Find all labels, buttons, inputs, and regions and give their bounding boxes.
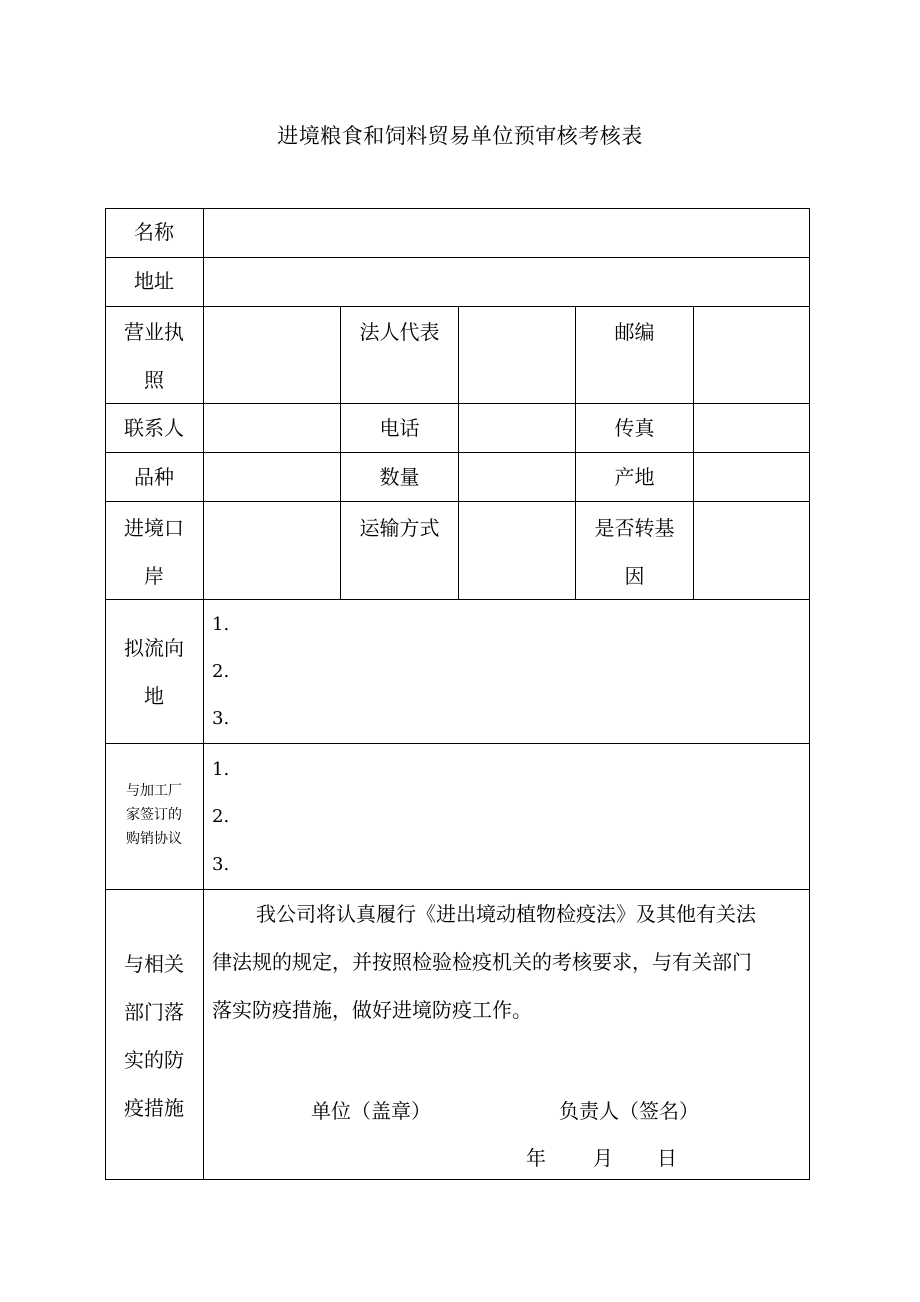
agreement-item: 2. [212,806,230,827]
label-genetically-modified [576,502,693,599]
label-prevention-measures-line4: 疫措施 [124,1096,184,1120]
value-origin[interactable] [694,453,809,501]
row-divider [105,743,810,744]
date-day-label: 日 [657,1146,677,1170]
commitment-line: 落实防疫措施，做好进境防疫工作。 [212,998,532,1022]
label-prevention-measures [105,940,203,1132]
label-postcode: 邮编 [614,320,655,344]
label-phone: 电话 [379,416,420,440]
label-entry-port [105,502,203,599]
label-prevention-measures-line2: 部门落 [124,1000,184,1024]
label-business-license-line2: 照 [144,368,164,392]
value-quantity[interactable] [459,453,575,501]
label-transport-mode: 运输方式 [359,516,440,540]
value-postcode[interactable] [694,306,809,403]
label-business-license [105,306,203,403]
label-legal-representative: 法人代表 [359,320,440,344]
label-genetically-modified-line1: 是否转基 [594,516,675,540]
label-intended-destination-line2: 地 [144,684,164,708]
commitment-statement [212,890,810,1034]
value-address[interactable] [204,257,809,306]
value-transport-mode[interactable] [459,502,575,599]
label-quantity: 数量 [379,465,420,489]
value-genetically-modified[interactable] [694,502,809,599]
date-year-label: 年 [526,1146,546,1170]
label-address: 地址 [134,269,174,293]
label-intended-destination [105,624,203,720]
table-border-right [809,208,810,1180]
label-purchase-agreement-line1: 与加工厂 [126,783,182,799]
label-variety: 品种 [134,465,174,489]
form-title: 进境粮食和饲料贸易单位预审核考核表 [277,124,643,148]
label-name: 名称 [134,220,174,244]
label-prevention-measures-line3: 实的防 [124,1048,184,1072]
unit-seal-label: 单位（盖章） [311,1099,431,1123]
label-genetically-modified-line2: 因 [624,564,645,588]
label-fax: 传真 [614,416,655,440]
label-intended-destination-line1: 拟流向 [124,636,184,660]
label-purchase-agreement [105,779,203,859]
value-fax[interactable] [694,404,809,452]
destination-item: 3. [212,708,230,729]
row-divider [105,599,810,600]
label-purchase-agreement-line2: 家签订的 [126,807,182,823]
value-phone[interactable] [459,404,575,452]
label-origin: 产地 [614,465,655,489]
label-entry-port-line2: 岸 [144,564,164,588]
agreement-item: 3. [212,854,230,875]
label-entry-port-line1: 进境口 [124,516,184,540]
date-month-label: 月 [593,1146,613,1170]
label-purchase-agreement-line3: 购销协议 [126,831,182,847]
value-variety[interactable] [204,453,340,501]
commitment-line: 我公司将认真履行《进出境动植物检疫法》及其他有关法 [256,902,756,926]
destination-item: 1. [212,614,230,635]
value-business-license[interactable] [204,306,340,403]
value-legal-representative[interactable] [459,306,575,403]
table-border-bottom [105,1179,810,1180]
commitment-line: 律法规的规定，并按照检验检疫机关的考核要求，与有关部门 [212,950,752,974]
value-contact-person[interactable] [204,404,340,452]
responsible-person-label: 负责人（签名） [559,1099,699,1123]
label-business-license-line1: 营业执 [124,320,184,344]
value-name[interactable] [204,208,809,257]
label-prevention-measures-line1: 与相关 [124,952,184,976]
agreement-item: 1. [212,759,230,780]
label-contact-person: 联系人 [124,416,184,440]
value-entry-port[interactable] [204,502,340,599]
destination-item: 2. [212,661,230,682]
